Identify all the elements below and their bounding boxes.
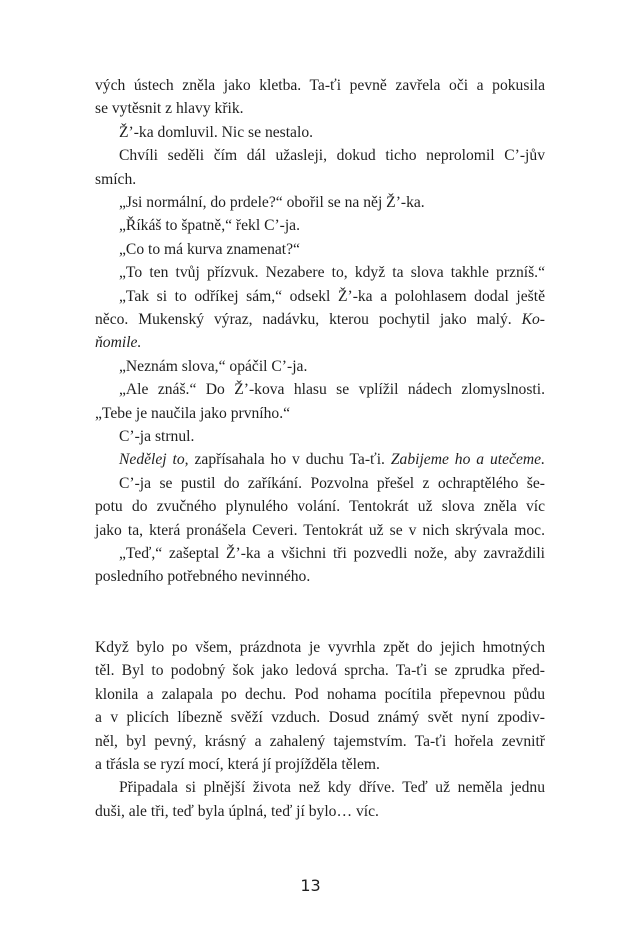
text-line xyxy=(95,402,545,425)
line-text: „Tebe je naučila jako prvního.“ xyxy=(95,404,291,422)
line-text: smích. xyxy=(95,170,137,188)
line-text: vých ústech zněla jako kletba. Ta-ťi pevně zavřela oči a pokusila xyxy=(95,77,545,94)
line-text: klonila a zalapala po dechu. Pod nohama pocítila přepevnou půdu xyxy=(95,685,545,703)
line-text: „Jsi normální, do prdele?“ obořil se na něj Ž’-ka. xyxy=(119,194,425,211)
text-line xyxy=(95,308,545,331)
line-text: a třásla se ryzí mocí, která jí projížděla tělem. xyxy=(95,756,380,773)
italic-text: Zabijeme ho a utečeme. xyxy=(390,451,545,469)
text-line xyxy=(95,706,545,729)
page-number: 13 xyxy=(300,876,321,895)
line-text: „Co to má kurva znamenat?“ xyxy=(119,240,300,258)
text-line xyxy=(95,730,545,753)
text-line xyxy=(95,565,545,588)
line-text: něl, byl pevný, krásný a zahalený tajemstvím. Ta-ťi hořela zevnitř xyxy=(95,732,545,750)
line-text: se vytěsnit z hlavy křik. xyxy=(95,100,244,118)
italic-text: ňomile. xyxy=(95,334,142,352)
text-line xyxy=(95,261,545,284)
line-text: „Teď,“ zašeptal Ž’-ka a všichni tři pozvedli nože, aby zavraždili xyxy=(119,545,545,562)
text-line xyxy=(95,753,545,776)
text-line xyxy=(95,776,545,799)
line-text: C’-ja strnul. xyxy=(119,428,195,445)
text-line xyxy=(95,519,545,542)
line-text: jako ta, která pronášela Ceveri. Tentokrát už se v nich skrývala moc. xyxy=(95,521,545,539)
text-line xyxy=(95,800,545,823)
text-line xyxy=(95,214,545,237)
text-line xyxy=(95,355,545,378)
line-text: „To ten tvůj přízvuk. Nezabere to, když ta slova takhle przníš.“ xyxy=(119,264,545,282)
line-text: „Říkáš to špatně,“ řekl C’-ja. xyxy=(119,217,301,235)
line-text: C’-ja se pustil do zaříkání. Pozvolna přešel z ochraptělého še- xyxy=(119,474,545,492)
text-line xyxy=(95,472,545,495)
line-text: a v plicích líbezně svěží vzduch. Dosud známý svět nyní zpodiv- xyxy=(95,709,545,727)
text-line xyxy=(95,495,545,518)
line-text: Připadala si plnější života než kdy dříve. Teď už neměla jednu xyxy=(119,779,545,797)
line-text: něco. Mukenský výraz, nadávku, kterou pochytil jako malý. xyxy=(95,311,522,328)
line-text: těl. Byl to podobný šok jako ledová sprcha. Ta-ťi se zprudka před- xyxy=(95,662,545,680)
italic-text: Ko- xyxy=(521,311,545,328)
text-line xyxy=(95,659,545,682)
text-line xyxy=(95,285,545,308)
text-line xyxy=(95,191,545,214)
line-text: zapřísahala ho v duchu Ta-ťi. xyxy=(188,451,391,469)
line-text: Ž’-ka domluvil. Nic se nestalo. xyxy=(119,123,314,141)
line-text: „Ale znáš.“ Do Ž’-kova hlasu se vplížil nádech zlomyslnosti. xyxy=(119,381,545,399)
line-text: potu do zvučného plynulého volání. Tentokrát už slova zněla víc xyxy=(95,498,545,516)
line-text: „Neznám slova,“ opáčil C’-ja. xyxy=(119,357,308,375)
line-text: duši, ale tři, teď byla úplná, teď jí bylo… víc. xyxy=(95,802,379,820)
text-line xyxy=(95,425,545,448)
text-line xyxy=(95,542,545,565)
text-line xyxy=(95,144,545,167)
text-line xyxy=(95,636,545,659)
text-line xyxy=(95,683,545,706)
line-text: posledního potřebného nevinného. xyxy=(95,568,311,586)
text-line xyxy=(95,168,545,191)
text-line xyxy=(95,74,545,97)
text-line xyxy=(95,121,545,144)
text-line xyxy=(95,97,545,120)
line-text: Když bylo po všem, prázdnota je vyvrhla zpět do jejich hmotných xyxy=(95,639,545,656)
text-line xyxy=(95,378,545,401)
text-line xyxy=(95,331,545,354)
line-text: „Tak si to odříkej sám,“ odsekl Ž’-ka a polohlasem dodal ještě xyxy=(119,287,545,305)
text-line xyxy=(95,448,545,471)
italic-text: Nedělej to, xyxy=(119,451,189,469)
line-text: Chvíli seděli čím dál užasleji, dokud ticho neprolomil C’-jův xyxy=(119,147,545,165)
text-line xyxy=(95,238,545,261)
